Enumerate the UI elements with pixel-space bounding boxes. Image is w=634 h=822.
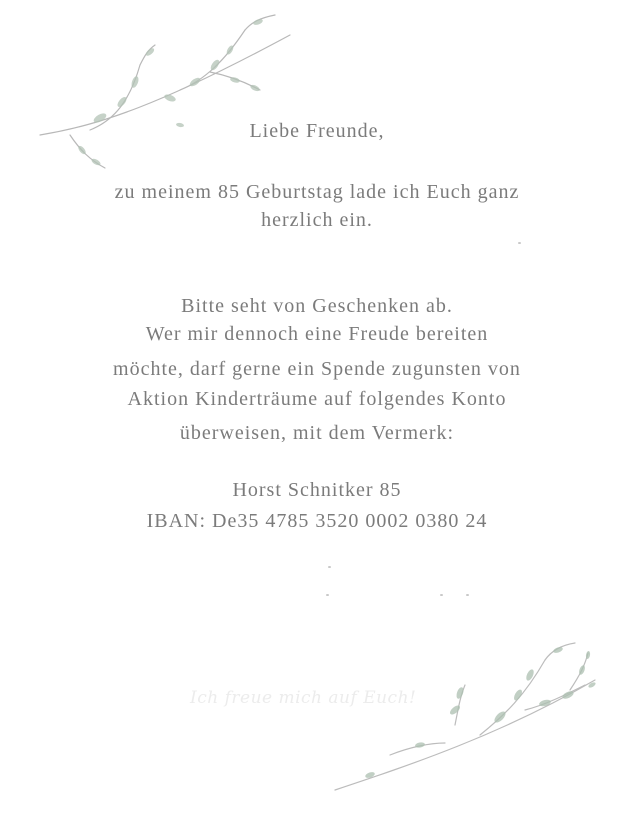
speck: [518, 242, 521, 244]
invite-line-1: zu meinem 85 Geburtstag lade ich Euch ganz: [114, 181, 520, 203]
request-line-4: Aktion Kinderträume auf folgendes Konto: [127, 388, 507, 410]
speck: [328, 566, 331, 568]
invite-line-2: herzlich ein.: [261, 209, 373, 231]
speck: [466, 594, 469, 596]
eucalyptus-branch-icon: [330, 635, 610, 805]
speck: [440, 594, 443, 596]
request-line-2: Wer mir dennoch eine Freude bereiten: [145, 323, 489, 345]
account-iban: IBAN: De35 4785 3520 0002 0380 24: [146, 510, 488, 532]
greeting: Liebe Freunde,: [249, 120, 385, 142]
eucalyptus-branch-icon: [30, 10, 300, 180]
request-line-3: möchte, darf gerne ein Spende zugunsten von: [113, 358, 521, 380]
account-reference: Horst Schnitker 85: [232, 479, 402, 501]
closing-signature: Ich freue mich auf Euch!: [190, 688, 417, 708]
request-line-5: überweisen, mit dem Vermerk:: [179, 422, 455, 444]
speck: [326, 594, 329, 596]
request-line-1: Bitte seht von Geschenken ab.: [181, 295, 453, 317]
